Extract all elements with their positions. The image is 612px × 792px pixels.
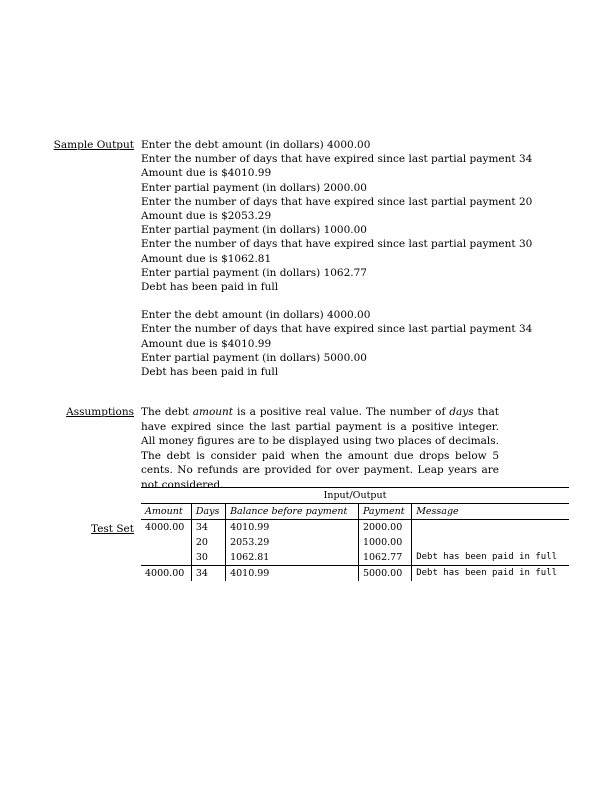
output-line: Amount due is $4010.99: [141, 167, 272, 180]
cell-amount: [141, 550, 191, 566]
assumptions-text: The debt: [141, 406, 193, 418]
test-set-table: [141, 487, 569, 581]
assumptions-text: that have expired since the last partial payment is a positive integer. All money figures are to be displayed using two places of decimals. The debt is consider paid when the amount due drops below 5 cents. No refunds are provided for over payment. Leap years are not considered.: [141, 406, 500, 491]
sample-output-label: Sample Output: [53, 139, 134, 151]
column-header-balance: Balance before payment: [226, 504, 359, 520]
column-header-days: Days: [191, 504, 225, 520]
output-line: Enter the number of days that have expired since last partial payment 30: [141, 238, 533, 251]
column-header-payment: Payment: [358, 504, 411, 520]
output-line: Enter the debt amount (in dollars) 4000.00: [141, 309, 371, 322]
column-header-amount: Amount: [141, 504, 191, 520]
sample-output-block: [141, 138, 571, 379]
cell-message: Debt has been paid in full: [412, 550, 569, 566]
table-row: [141, 566, 569, 582]
assumptions-emphasis-days: days: [449, 406, 474, 418]
output-line: Enter the debt amount (in dollars) 4000.00: [141, 139, 371, 151]
table-row: [141, 535, 569, 550]
table-caption: Input/Output: [141, 488, 569, 504]
output-line: Debt has been paid in full: [141, 280, 279, 293]
column-header-message: Message: [412, 504, 569, 520]
assumptions-paragraph: [141, 405, 499, 493]
assumptions-text: is a positive real value. The number of: [233, 406, 450, 418]
output-line: Enter partial payment (in dollars) 5000.00: [141, 351, 367, 364]
cell-payment: 5000.00: [358, 566, 411, 582]
cell-days: 34: [191, 566, 225, 582]
table-row: [141, 520, 569, 536]
output-line: Enter partial payment (in dollars) 1000.00: [141, 224, 367, 237]
test-set-label: Test Set: [91, 523, 134, 535]
output-line: Enter partial payment (in dollars) 2000.00: [141, 181, 367, 194]
assumptions-label: Assumptions: [66, 406, 134, 418]
output-line: Amount due is $4010.99: [141, 337, 272, 350]
output-line: Enter the number of days that have expired since last partial payment 20: [141, 195, 533, 208]
cell-message: [412, 520, 569, 536]
cell-payment: 1000.00: [358, 535, 411, 550]
cell-payment: 2000.00: [358, 520, 411, 536]
output-line: Enter partial payment (in dollars) 1062.77: [141, 266, 367, 279]
cell-message: Debt has been paid in full: [416, 568, 558, 578]
output-line: Debt has been paid in full: [141, 366, 279, 378]
assumptions-emphasis-amount: amount: [192, 406, 234, 418]
table-row: [141, 550, 569, 566]
cell-amount: 4000.00: [141, 520, 191, 536]
cell-message: [412, 535, 569, 550]
output-line: Enter the number of days that have expired since last partial payment 34: [141, 323, 533, 336]
output-line: Amount due is $1062.81: [141, 252, 272, 265]
cell-payment: 1062.77: [358, 550, 411, 566]
cell-amount: 4000.00: [141, 566, 191, 582]
cell-balance: 1062.81: [226, 550, 359, 566]
output-gap: [141, 294, 571, 308]
output-line: Enter the number of days that have expired since last partial payment 34: [141, 153, 533, 166]
cell-days: 34: [191, 520, 225, 536]
cell-amount: [141, 535, 191, 550]
output-line: Amount due is $2053.29: [141, 209, 272, 222]
cell-days: 20: [191, 535, 225, 550]
cell-balance: 2053.29: [226, 535, 359, 550]
cell-balance: 4010.99: [226, 566, 359, 582]
cell-balance: 4010.99: [226, 520, 359, 536]
cell-days: 30: [191, 550, 225, 566]
